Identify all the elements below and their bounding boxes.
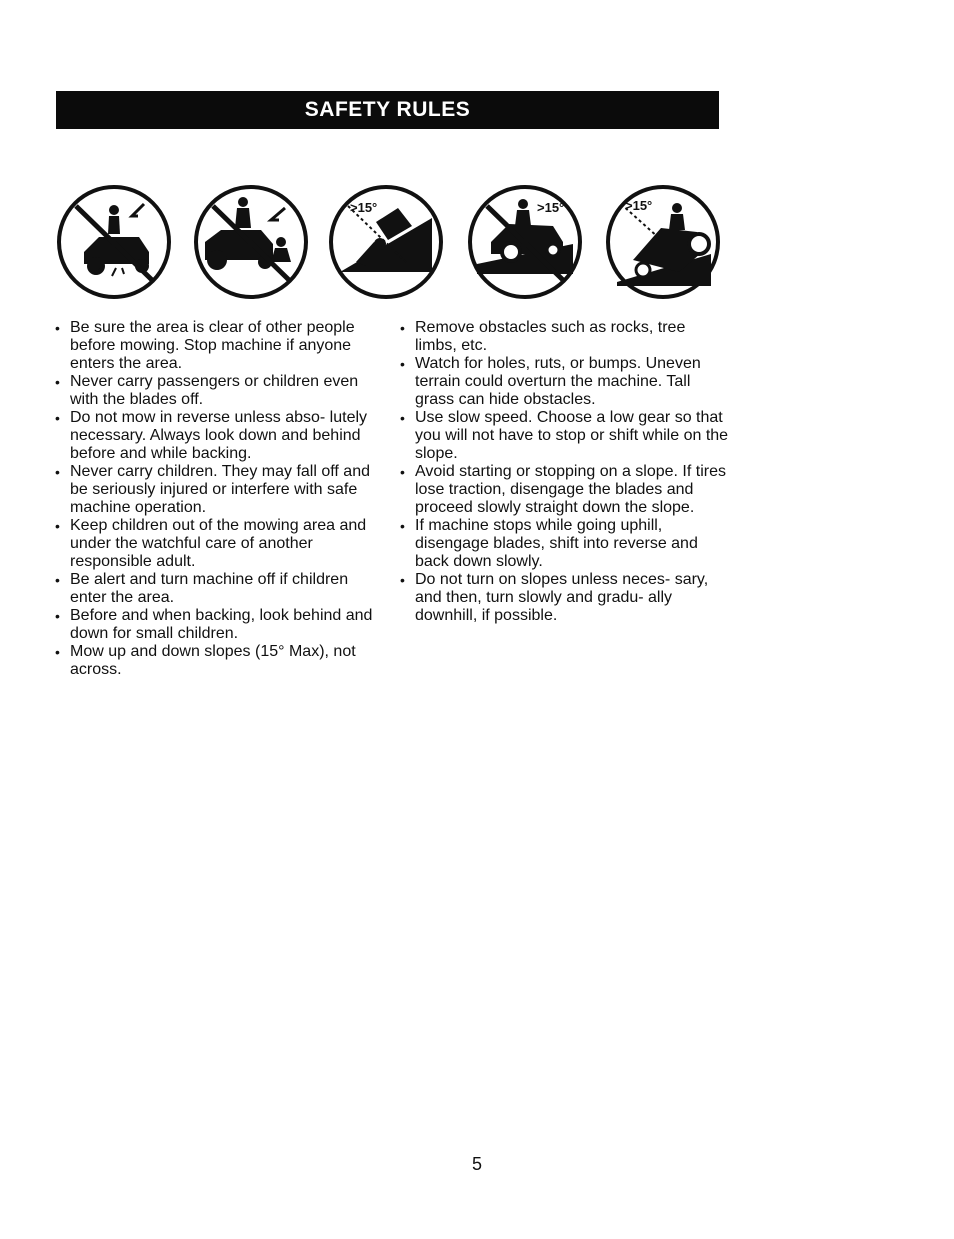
list-item: • Be sure the area is clear of other people before mowing. Stop machine if anyone enters the area. <box>55 319 385 373</box>
no-passengers-icon <box>54 182 174 302</box>
slope-angle-label: >15° <box>625 198 653 213</box>
slope-angle-label: >15° <box>537 200 565 215</box>
slope-limit-icon <box>326 182 446 302</box>
list-item: • If machine stops while going uphill, disengage blades, shift into reverse and back down slowly. <box>400 517 730 571</box>
list-item: • Remove obstacles such as rocks, tree limbs, etc. <box>400 319 730 355</box>
slope-angle-label: >15° <box>350 200 378 215</box>
list-item: • Mow up and down slopes (15° Max), not across. <box>55 643 385 679</box>
safety-rules-left-column <box>55 319 385 679</box>
section-header-banner <box>56 91 719 129</box>
list-item: • Never carry children. They may fall off and be seriously injured or interfere with safe machine operation. <box>55 463 385 517</box>
list-item: • Before and when backing, look behind and down for small children. <box>55 607 385 643</box>
section-title: SAFETY RULES <box>304 98 471 121</box>
tipping-hazard-icon <box>603 182 723 302</box>
list-item: • Use slow speed. Choose a low gear so that you will not have to stop or shift while on the slope. <box>400 409 730 463</box>
list-item: • Be alert and turn machine off if children enter the area. <box>55 571 385 607</box>
safety-rules-right-column <box>400 319 730 625</box>
page-number: 5 <box>471 1154 482 1174</box>
list-item: • Keep children out of the mowing area and under the watchful care of another responsible adult. <box>55 517 385 571</box>
safety-pictogram-row <box>0 182 954 312</box>
list-item: • Never carry passengers or children even with the blades off. <box>55 373 385 409</box>
list-item: • Avoid starting or stopping on a slope. If tires lose traction, disengage the blades and proceed slowly straight down the slope. <box>400 463 730 517</box>
list-item: • Watch for holes, ruts, or bumps. Uneven terrain could overturn the machine. Tall grass can hide obstacles. <box>400 355 730 409</box>
no-across-slope-icon <box>465 182 585 302</box>
list-item: • Do not mow in reverse unless abso- lutely necessary. Always look down and behind before and while backing. <box>55 409 385 463</box>
no-children-mowing-icon <box>191 182 311 302</box>
list-item: • Do not turn on slopes unless neces- sary, and then, turn slowly and gradu- ally downhill, if possible. <box>400 571 730 625</box>
